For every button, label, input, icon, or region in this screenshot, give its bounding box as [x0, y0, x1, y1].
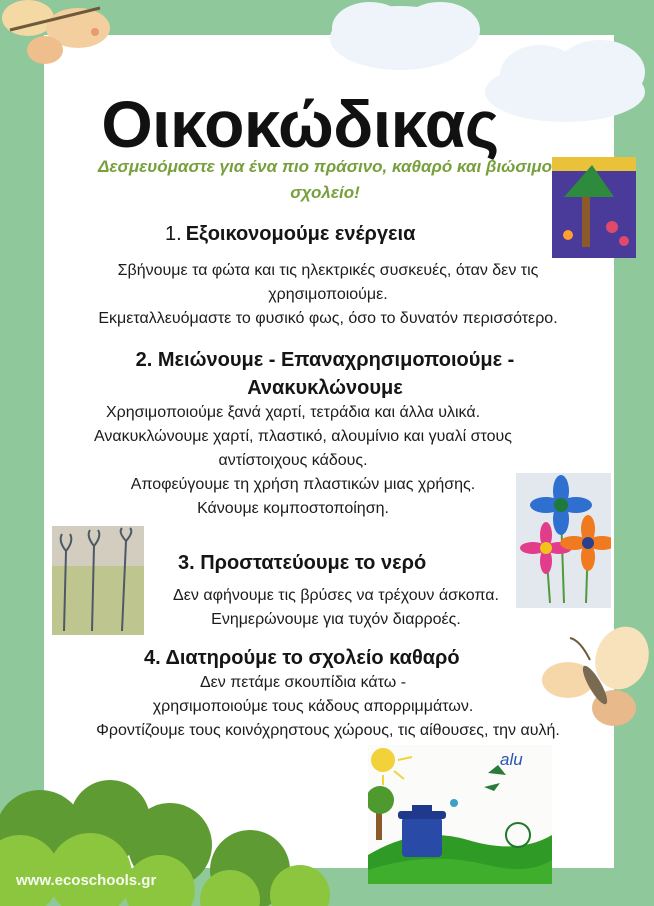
section-2-line: αντίστοιχους κάδους.: [218, 452, 368, 469]
section-4-heading: 4. Διατηρούμε το σχολείο καθαρό: [144, 647, 460, 669]
butterfly-icon: [0, 0, 115, 72]
section-2-line: Αποφεύγουμε τη χρήση πλαστικών μιας χρήσης.: [130, 476, 476, 493]
plants-drawing-image: [52, 526, 144, 635]
section-3-body: [146, 584, 526, 632]
section-1-line: Σβήνουμε τα φώτα και τις ηλεκτρικές συσκευές, όταν δεν τις: [117, 262, 539, 279]
section-4-line: Φροντίζουμε τους κοινόχρηστους χώρους, τις αίθουσες, την αυλή.: [96, 722, 560, 739]
section-3-heading: 3. Προστατεύουμε το νερό: [178, 552, 427, 574]
section-1-line: χρησιμοποιούμε.: [268, 286, 388, 303]
section-2-line: Κάνουμε κομποστοποίηση.: [197, 500, 389, 517]
section-1-heading: [165, 220, 485, 248]
section-1-body: [48, 259, 608, 331]
flowers-drawing-image: [516, 473, 611, 608]
section-2-line: Ανακυκλώνουμε χαρτί, πλαστικό, αλουμίνιο και γυαλί στους: [93, 428, 513, 445]
section-1-number: 1.: [165, 223, 182, 245]
section-4-line: Δεν πετάμε σκουπίδια κάτω -: [199, 674, 407, 691]
section-3-line: Ενημερώνουμε για τυχόν διαρροές.: [211, 611, 461, 628]
section-1-line: Εκμεταλλευόμαστε το φυσικό φως, όσο το δυνατόν περισσότερο.: [98, 310, 558, 327]
section-2-line: Χρησιμοποιούμε ξανά χαρτί, τετράδια και άλλα υλικά.: [105, 404, 481, 421]
tree-drawing-image: [552, 157, 636, 258]
section-2-title-cont: Ανακυκλώνουμε: [247, 377, 403, 399]
section-4-line: χρησιμοποιούμε τους κάδους απορριμμάτων.: [152, 698, 474, 715]
section-4-body: [48, 671, 608, 743]
recycling-drawing-image: [368, 745, 552, 884]
section-1-title: Εξοικονομούμε ενέργεια: [185, 223, 416, 245]
footer-url[interactable]: www.ecoschools.gr: [16, 872, 157, 889]
section-2-heading: [60, 346, 590, 402]
section-3-line: Δεν αφήνουμε τις βρύσες να τρέχουν άσκοπα.: [173, 587, 499, 604]
page-title: Οικοκώδικας: [101, 87, 499, 161]
page-subtitle: Δεσμευόμαστε για ένα πιο πράσινο, καθαρό και βιώσιμο σχολείο!: [98, 157, 552, 202]
drawing-label: alu: [500, 750, 523, 769]
section-2-title: 2. Μειώνουμε - Επαναχρησιμοποιούμε -: [135, 349, 515, 371]
